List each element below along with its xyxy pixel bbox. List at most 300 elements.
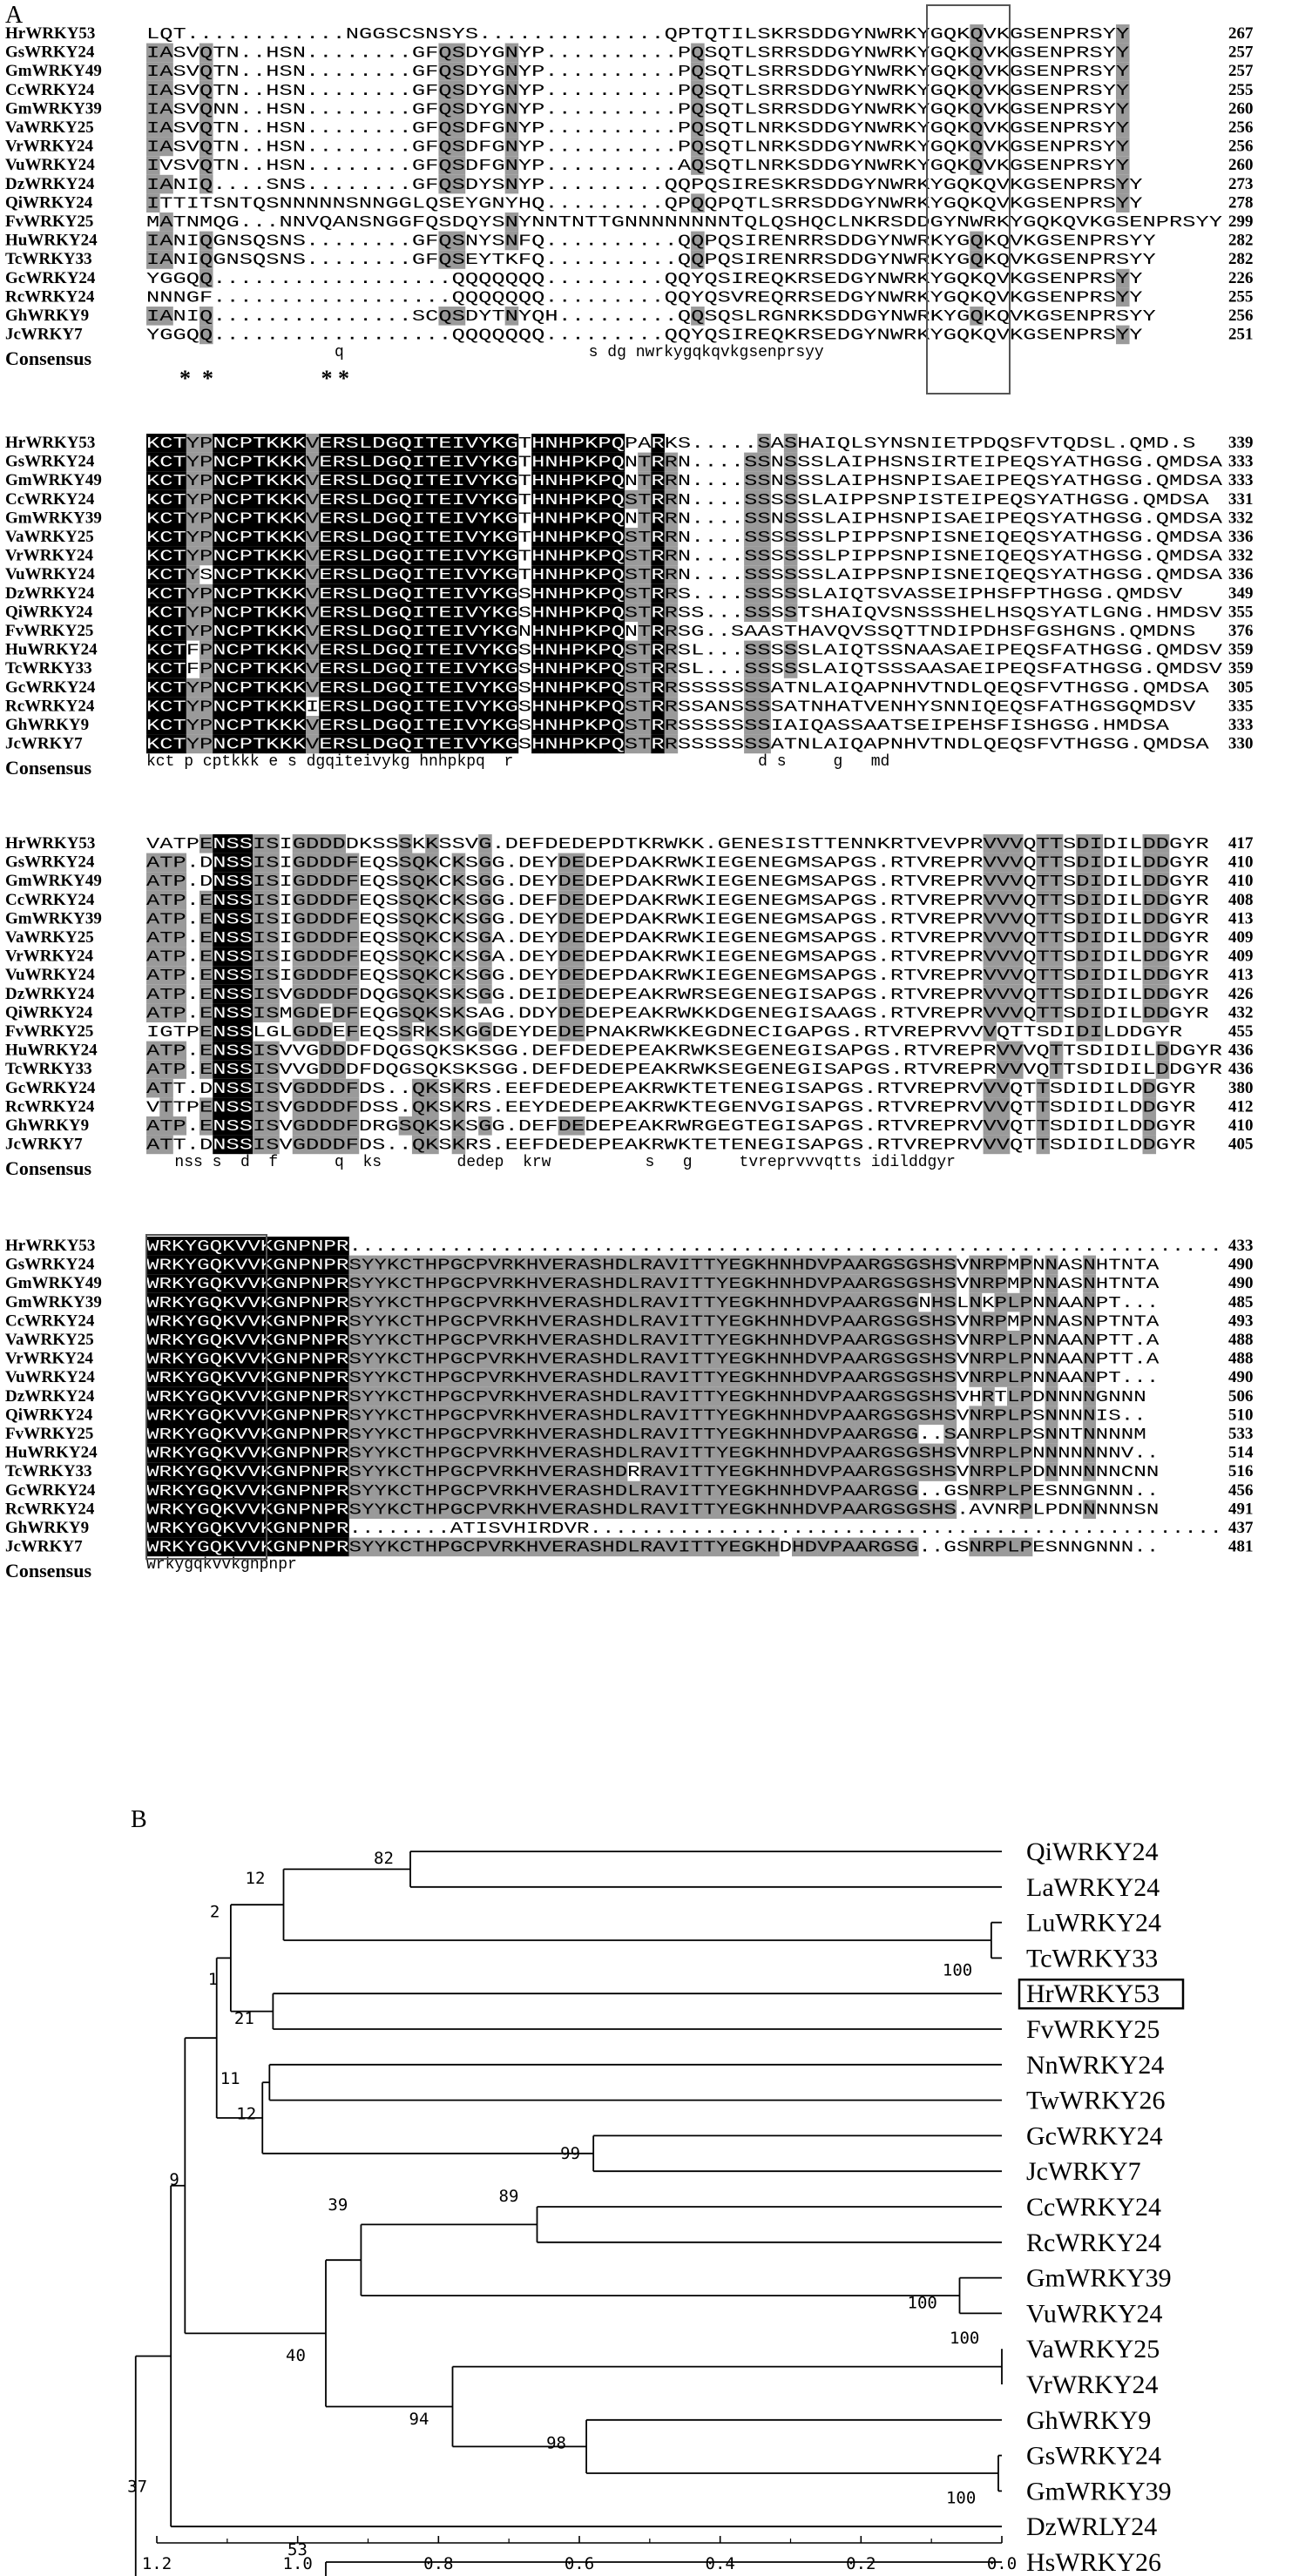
sequence-position: 436: [1228, 1060, 1254, 1079]
sequence-position: 455: [1228, 1022, 1254, 1041]
sequence-residues: K C T Y P N C P T K K K V E R S L D G Q I T E I V Y K G T H N H P K P Q S T R R N . . . . S S S S S S L P I P P S N P I S N E I Q E Q S Y A T H G S G . Q M D S A: [146, 529, 1219, 547]
sequence-alignment: [5, 2, 1254, 1581]
alignment-block: [5, 434, 1254, 779]
sequence-name: RcWRKY24: [5, 287, 95, 307]
sequence-name: GhWRKY9: [5, 307, 90, 325]
tree-leaf-label: QiWRKY24: [1026, 1838, 1159, 1866]
tree-leaf-label: LaWRKY24: [1026, 1872, 1160, 1902]
sequence-position: 409: [1228, 928, 1254, 947]
consensus-sequence: kct p cptkkk e s dgqiteivykg hnhpkpq r d s g md: [146, 753, 890, 772]
alignment-row: [5, 1079, 1254, 1098]
bootstrap-value: 37: [127, 2477, 148, 2497]
sequence-residues: K C T Y P N C P T K K K V E R S L D G Q I T E I V Y K G T H N H P K P Q S T R R N . . . . S S S S S L A I P P S N P I S T E I P E Q S Y A T H G S G . Q M D S A: [146, 491, 1206, 509]
phylogenetic-tree: [127, 1806, 1183, 2576]
sequence-residues: I A N I Q G N S Q S N S . . . . . . . . G F Q S E Y T K F Q . . . . . . . . . . Q Q P Q S I R E N R R S D D G Y N W R K Y G Q K Q V K G S E N P R S Y Y: [146, 252, 1153, 270]
sequence-residues: W R K Y G Q K V V K G N P N P R S Y Y K C T H P G C P V R K H V E R A S H D L R A V I T T Y E G K H N H D V P A A R G S G . . S A N R P L P S N N T N N N N M: [146, 1426, 1144, 1444]
sequence-name: GcWRKY24: [5, 678, 96, 697]
alignment-row: [5, 1274, 1254, 1293]
sequence-name: VuWRKY24: [5, 565, 95, 584]
sequence-name: FvWRKY25: [5, 1425, 94, 1443]
alignment-row: [5, 1237, 1254, 1256]
alignment-row: [5, 1350, 1254, 1369]
tree-leaf-label: JcWRKY7: [1026, 2157, 1141, 2187]
alignment-row: [5, 1042, 1254, 1061]
alignment-row: [5, 1519, 1254, 1538]
bootstrap-value: 100: [950, 2329, 980, 2349]
bootstrap-value: 9: [169, 2170, 179, 2190]
sequence-residues: I A S V Q T N . . H S N . . . . . . . . G F Q S D F G N Y P . . . . . . . . . . P Q S Q T L N R K S D D G Y N W R K Y G Q K Q V K G S E N P R S Y Y: [146, 138, 1126, 157]
alignment-row: [5, 453, 1254, 472]
sequence-position: 485: [1228, 1292, 1254, 1312]
sequence-position: 332: [1228, 509, 1254, 528]
sequence-residues: A T P . E N S S I S V V G D D D F D Q G S Q K S K S G G . D E F D E D E P E A K R W K S E G E N E G I S A P G S . R T V R E P R V V V Q T T S D I D I L D D G Y R: [146, 1042, 1219, 1061]
axis-tick-label: 1.0: [282, 2554, 313, 2573]
sequence-residues: I V S V Q T N . . H S N . . . . . . . . G F Q S D F G N Y P . . . . . . . . . . A Q S Q T L N R K S D D G Y N W R K Y G Q K Q V K G S E N P R S Y Y: [146, 158, 1126, 176]
sequence-name: GmWRKY39: [5, 909, 102, 928]
axis-tick-label: 0.2: [846, 2554, 876, 2573]
sequence-residues: A T P . E N S S I S V G D D D F D Q G S Q K S K S G G . D E I D E D E P E A K R W R S E G E N E G I S A P G S . R T V R E P R V V V Q T T S D I D I L D D G Y R: [146, 986, 1206, 1004]
sequence-position: 355: [1228, 603, 1254, 622]
sequence-residues: A T P . E N S S I S I G D D D F E Q S S Q K C K S G G . D E Y D E D E P D A K R W K I E G E N E G M S A P G S . R T V R E P R V V V Q T T S D I D I L D D G Y R: [146, 968, 1206, 986]
sequence-residues: W R K Y G Q K V V K G N P N P R S Y Y K C T H P G C P V R K H V E R A S H D L R A V I T T Y E G K H N H D V P A A R G S G . . G S N R P L P E S N N G N N N . .: [146, 1482, 1156, 1500]
sequence-position: 436: [1228, 1041, 1254, 1060]
sequence-residues: I A S V Q N N . . H S N . . . . . . . . G F Q S D Y G N Y P . . . . . . . . . . P Q S Q T L S R R S D D G Y N W R K Y G Q K Q V K G S E N P R S Y Y: [146, 101, 1126, 119]
sequence-position: 413: [1228, 966, 1254, 985]
sequence-position: 260: [1228, 156, 1254, 175]
consensus-sequence: q s dg nwrkygqkqvkgsenprsyy: [146, 344, 824, 362]
sequence-residues: W R K Y G Q K V V K G N P N P R S Y Y K C T H P G C P V R K H V E R A S H D L R A V I T T Y E G K H N H D V P A A R G S G N H S L N K P L P N N A A N P T . . .: [146, 1294, 1156, 1312]
tree-leaf-label: LuWRKY24: [1026, 1908, 1161, 1938]
sequence-position: 278: [1228, 193, 1254, 212]
sequence-position: 417: [1228, 834, 1254, 853]
sequence-residues: N N N G F . . . . . . . . . . . . . . . . . . Q Q Q Q Q Q Q . . . . . . . . . Q Q Y Q S V R E Q R R S E D G Y N W R K Y G Q K Q V K G S E N P R S Y Y: [146, 289, 1139, 307]
bootstrap-value: 100: [907, 2293, 937, 2313]
sequence-residues: K C T Y P N C P T K K K V E R S L D G Q I T E I V Y K G T H N H P K P Q P A R K S . . . . . S A S H A I Q L S Y N S N I E T P D Q S F V T Q D S L . Q M D . S: [146, 435, 1193, 453]
sequence-position: 255: [1228, 80, 1254, 99]
sequence-position: 335: [1228, 697, 1254, 716]
consensus-sequence: wrkygqkvvkgnpnpr: [146, 1556, 297, 1575]
sequence-position: 490: [1228, 1255, 1254, 1274]
sequence-name: FvWRKY25: [5, 622, 94, 640]
sequence-position: 333: [1228, 471, 1254, 490]
alignment-row: [5, 1116, 1254, 1136]
sequence-position: 481: [1228, 1537, 1254, 1556]
sequence-position: 488: [1228, 1331, 1254, 1349]
bootstrap-value: 1: [207, 1970, 219, 1990]
sequence-name: GsWRKY24: [5, 1255, 95, 1274]
tree-leaf-label: HsWRKY26: [1026, 2548, 1161, 2576]
sequence-name: FvWRKY25: [5, 212, 94, 231]
tree-leaf-label: TwWRKY26: [1026, 2086, 1166, 2115]
sequence-name: DzWRKY24: [5, 174, 95, 193]
alignment-row: [5, 1368, 1254, 1387]
alignment-row: [5, 966, 1254, 985]
panel-label-b: B: [131, 1806, 147, 1833]
alignment-row: [5, 1022, 1254, 1042]
sequence-residues: K C T F P N C P T K K K V E R S L D G Q I T E I V Y K G S H N H P K P Q S T R R S L . . . S S S S S L A I Q T S S S A A S A E I P E Q S F A T H G S G . Q M D S V: [146, 661, 1219, 679]
consensus-label: Consensus: [5, 1157, 92, 1180]
alignment-row: [5, 490, 1254, 509]
consensus-label: Consensus: [5, 347, 92, 370]
sequence-residues: A T P . D N S S I S I G D D D F E Q S S Q K C K S G G . D E Y D E D E P D A K R W K I E G E N E G M S A P G S . R T V R E P R V V V Q T T S D I D I L D D G Y R: [146, 873, 1206, 892]
alignment-row: [5, 678, 1254, 698]
sequence-residues: K C T Y P N C P T K K K V E R S L D G Q I T E I V Y K G T H N H P K P Q N T R R N . . . . S S N S S S L A I P H S N S I R T E I P E Q S Y A T H G S G . Q M D S A: [146, 454, 1219, 472]
sequence-position: 533: [1228, 1425, 1254, 1443]
alignment-row: [5, 1444, 1254, 1463]
alignment-row: [5, 659, 1254, 678]
sequence-residues: A T P . E N S S I S I G D D D F E Q S S Q K C K S G A . D E Y D E D E P D A K R W K I E G E N E G M S A P G S . R T V R E P R V V V Q T T S D I D I L D D G Y R: [146, 930, 1206, 947]
alignment-row: [5, 697, 1254, 716]
sequence-residues: W R K Y G Q K V V K G N P N P R S Y Y K C T H P G C P V R K H V E R A S H D L R A V I T T Y E G K H N H D V P A A R G S G S H S V N R P L P S N N N N I S . .: [146, 1407, 1144, 1426]
sequence-position: 490: [1228, 1368, 1254, 1387]
sequence-position: 410: [1228, 853, 1254, 872]
sequence-name: GsWRKY24: [5, 452, 95, 471]
sequence-residues: W R K Y G Q K V V K G N P N P R S Y Y K C T H P G C P V R K H V E R A S H D L R A V I T T Y E G K H N H D V P A A R G S G S H S V N R P L P N N N N N N N V . .: [146, 1445, 1156, 1463]
sequence-name: VuWRKY24: [5, 1368, 95, 1387]
sequence-name: QiWRKY24: [5, 603, 93, 622]
sequence-position: 251: [1228, 325, 1254, 344]
axis-tick-label: 0.8: [423, 2554, 454, 2573]
sequence-position: 282: [1228, 250, 1254, 269]
alignment-row: [5, 509, 1254, 528]
alignment-row: [5, 909, 1254, 928]
sequence-name: QiWRKY24: [5, 1003, 93, 1022]
bootstrap-value: 39: [328, 2195, 348, 2215]
sequence-name: HuWRKY24: [5, 640, 98, 659]
alignment-row: [5, 735, 1254, 754]
alignment-row: [5, 250, 1254, 269]
tree-leaf-label: NnWRKY24: [1026, 2050, 1165, 2080]
alignment-row: [5, 1481, 1254, 1500]
bootstrap-value: 94: [409, 2410, 429, 2429]
sequence-name: HuWRKY24: [5, 231, 98, 250]
alignment-row: [5, 985, 1254, 1004]
sequence-residues: W R K Y G Q K V V K G N P N P R S Y Y K C T H P G C P V R K H V E R A S H D L R A V I T T Y E G K H N H D V P A A R G S G S H S V N R P L P N N A A N P T T . A: [146, 1351, 1156, 1369]
alignment-row: [5, 269, 1254, 288]
sequence-name: DzWRKY24: [5, 583, 95, 603]
sequence-residues: W R K Y G Q K V V K G N P N P R S Y Y K C T H P G C P V R K H V E R A S H D L R A V I T T Y E G K H N H D V P A A R G S G S H S V N R P M P N N A S N H T N T A: [146, 1276, 1156, 1294]
alignment-row: [5, 326, 1254, 345]
sequence-name: VaWRKY25: [5, 528, 94, 546]
sequence-position: 409: [1228, 947, 1254, 966]
sequence-name: JcWRKY7: [5, 734, 83, 753]
sequence-residues: K C T Y P N C P T K K K V E R S L D G Q I T E I V Y K G T H N H P K P Q N T R R N . . . . S S N S S S L A I P H S N P I S A E I P E Q S Y A T H G S G . Q M D S A: [146, 473, 1219, 491]
alignment-row: [5, 1003, 1254, 1022]
sequence-position: 333: [1228, 452, 1254, 471]
alignment-row: [5, 434, 1254, 453]
tree-leaf-label: GmWRKY39: [1026, 2263, 1172, 2293]
consensus-sequence: nss s d f q ks dedep krw s g tvreprvvvqtts idilddgyr: [146, 1154, 956, 1172]
sequence-residues: K C T Y S N C P T K K K V E R S L D G Q I T E I V Y K G T H N H P K P Q S T R R N . . . . S S S S S S L A I P P S N P I S N E I Q E Q S Y A T H G S G . Q M D S A: [146, 567, 1219, 585]
sequence-name: RcWRKY24: [5, 1097, 95, 1116]
alignment-row: [5, 528, 1254, 547]
sequence-position: 336: [1228, 528, 1254, 546]
sequence-name: RcWRKY24: [5, 1500, 95, 1519]
sequence-position: 410: [1228, 872, 1254, 891]
sequence-residues: W R K Y G Q K V V K G N P N P R . . . . . . . . A T I S V H I R D V R . . . . . . . . . . . . . . . . . . . . . . . . . . . . . . . . . . . . . . . . . . . . . . . . . .: [146, 1521, 1220, 1538]
sequence-position: 349: [1228, 583, 1254, 603]
sequence-position: 331: [1228, 489, 1254, 509]
sequence-residues: W R K Y G Q K V V K G N P N P R S Y Y K C T H P G C P V R K H V E R A S H D L R A V I T T Y E G K H N H D V P A A R G S G S H S V N R P L P N N A A N P T . . .: [146, 1370, 1156, 1388]
sequence-name: VrWRKY24: [5, 947, 93, 966]
alignment-row: [5, 1256, 1254, 1275]
panel-label-a: A: [5, 2, 24, 29]
bootstrap-value: 100: [945, 2488, 977, 2508]
alignment-block: [5, 1237, 1254, 1581]
bootstrap-value: 12: [236, 2104, 257, 2124]
bootstrap-value: 21: [233, 2009, 254, 2028]
alignment-row: [5, 547, 1254, 566]
alignment-row: [5, 622, 1254, 641]
sequence-position: 412: [1228, 1097, 1254, 1116]
sequence-name: GmWRKY39: [5, 99, 102, 118]
sequence-position: 257: [1228, 62, 1254, 81]
alignment-row: [5, 307, 1254, 326]
sequence-name: FvWRKY25: [5, 1022, 94, 1041]
sequence-position: 256: [1228, 137, 1254, 156]
sequence-residues: W R K Y G Q K V V K G N P N P R S Y Y K C T H P G C P V R K H V E R A S H D L R A V I T T Y E G K H N H D V P A A R G S G S H S V N R P M P N N A S N H T N T A: [146, 1257, 1156, 1275]
alignment-row: [5, 471, 1254, 490]
alignment-row: [5, 24, 1254, 44]
alignment-row: [5, 1500, 1254, 1519]
tree-leaf-label: FvWRKY25: [1026, 2015, 1160, 2044]
sequence-residues: M A T N M Q G . . . N N V Q A N S N G G F Q S D Q Y S N Y N N T N T T G N N N N N N N N T Q L Q S H Q C L N K R S D D G Y N W R K Y G Q K Q V K G S E N P R S Y Y: [146, 214, 1219, 232]
sequence-residues: Y G G Q Q . . . . . . . . . . . . . . . . . . Q Q Q Q Q Q Q . . . . . . . . . Q Q Y Q S I R E Q K R S E D G Y N W R K Y G Q K Q V K G S E N P R S Y Y: [146, 270, 1139, 288]
sequence-residues: K C T Y P N C P T K K K V E R S L D G Q I T E I V Y K G T H N H P K P Q S T R R N . . . . S S S S S S L P I P P S N P I S N E I Q E Q S Y A T H G S G . Q M D S A: [146, 548, 1219, 566]
sequence-residues: I A N I Q . . . . . . . . . . . . . . . S C Q S D Y T N Y Q H . . . . . . . . . Q Q S Q S L R G N R K S D D G Y N W R K Y G Q K Q V K G S E N P R S Y Y: [146, 308, 1153, 326]
sequence-name: QiWRKY24: [5, 193, 93, 212]
sequence-name: GhWRKY9: [5, 1116, 90, 1135]
sequence-residues: W R K Y G Q K V V K G N P N P R S Y Y K C T H P G C P V R K H V E R A S H D R R A V I T T Y E G K H N H D V P A A R G S G S H S V N R P L P D N N N N N N C N N: [146, 1464, 1156, 1482]
sequence-position: 413: [1228, 909, 1254, 928]
alignment-row: [5, 118, 1254, 138]
sequence-position: 330: [1228, 734, 1254, 753]
alignment-row: [5, 138, 1254, 157]
tree-leaf-label: DzWRLY24: [1026, 2512, 1158, 2542]
sequence-name: HrWRKY53: [5, 24, 96, 43]
sequence-residues: W R K Y G Q K V V K G N P N P R S Y Y K C T H P G C P V R K H V E R A S H D L R A V I T T Y E G K H N H D V P A A R G S G S H S V N R P L P N N A A N P T T . A: [146, 1332, 1156, 1350]
sequence-residues: V A T P E N S S I S I G D D D D K S S S K K S S V G . D E F D E D E P D T K R W K K . G E N E S I S T T E N N K R T V E V P R V V V Q T T S D I D I L D D G Y R: [146, 836, 1206, 853]
alignment-row: [5, 1462, 1254, 1481]
sequence-name: TcWRKY33: [5, 1462, 92, 1481]
alignment-block: [5, 834, 1254, 1179]
conserved-markers: * * * *: [179, 366, 349, 392]
bootstrap-value: 82: [374, 1849, 394, 1868]
alignment-row: [5, 156, 1254, 175]
sequence-position: 332: [1228, 546, 1254, 565]
alignment-row: [5, 175, 1254, 194]
axis-tick-label: 0.4: [705, 2554, 735, 2573]
bootstrap-value: 53: [287, 2540, 308, 2559]
tree-leaf-label: HrWRKY53: [1026, 1979, 1160, 2009]
sequence-position: 514: [1228, 1443, 1254, 1462]
sequence-name: VaWRKY25: [5, 928, 94, 947]
sequence-name: GcWRKY24: [5, 1078, 96, 1097]
sequence-residues: K C T Y P N C P T K K K V E R S L D G Q I T E I V Y K G N H N H P K P Q N T R R S G . . S A A S T H A V Q V S S Q T T N D I P D H S F G S H G N S . Q M D N S: [146, 624, 1193, 641]
sequence-position: 299: [1228, 212, 1254, 231]
sequence-name: TcWRKY33: [5, 659, 92, 678]
sequence-position: 260: [1228, 99, 1254, 118]
sequence-residues: A T P . E N S S I S V G D D D F D R G S Q K S K S G G . D E F D E D E P E A K R W R G E G T E G I S A P G S . R T V R E P R V V V Q T T S D I D I L D D G Y R: [146, 1118, 1193, 1136]
alignment-row: [5, 947, 1254, 967]
sequence-position: 410: [1228, 1116, 1254, 1135]
alignment-row: [5, 853, 1254, 873]
alignment-row: [5, 212, 1254, 232]
sequence-residues: A T P . E N S S I S I G D D D F E Q S S Q K C K S G A . D E Y D E D E P D A K R W K I E G E N E G M S A P G S . R T V R E P R V V V Q T T S D I D I L D D G Y R: [146, 948, 1206, 967]
alignment-row: [5, 1293, 1254, 1312]
sequence-name: CcWRKY24: [5, 890, 95, 909]
sequence-position: 256: [1228, 307, 1254, 325]
sequence-name: JcWRKY7: [5, 1537, 83, 1556]
sequence-position: 491: [1228, 1500, 1254, 1519]
sequence-position: 255: [1228, 287, 1254, 307]
alignment-row: [5, 1387, 1254, 1406]
bootstrap-value: 40: [286, 2346, 306, 2366]
sequence-position: 456: [1228, 1480, 1254, 1500]
sequence-name: VrWRKY24: [5, 546, 93, 565]
sequence-residues: A T P . E N S S I S I G D D D F E Q S S Q K C K S G G . D E F D E D E P D A K R W K I E G E N E G M S A P G S . R T V R E P R V V V Q T T S D I D I L D D G Y R: [146, 892, 1206, 910]
sequence-position: 408: [1228, 890, 1254, 909]
sequence-residues: W R K Y G Q K V V K G N P N P R S Y Y K C T H P G C P V R K H V E R A S H D L R A V I T T Y E G K H N H D V P A A R G S G S H S . A V N R P L P D N N N N N S N: [146, 1501, 1156, 1520]
bootstrap-value: 2: [209, 1902, 220, 1922]
tree-leaf-label: VrWRKY24: [1026, 2370, 1159, 2399]
axis-tick-label: 0.6: [564, 2554, 595, 2573]
axis-tick-label: 0.0: [986, 2554, 1018, 2573]
alignment-row: [5, 1406, 1254, 1425]
sequence-position: 426: [1228, 984, 1254, 1003]
sequence-residues: A T T . D N S S I S V G D D D F D S . . Q K S K R S . E E F D E D E P E A K R W K T E T E N E G I S A P G S . R T V R E P R V V V Q T T S D I D I L D D G Y R: [146, 1080, 1193, 1098]
sequence-residues: A T P . E N S S I S M G D E D F E Q G S Q K S K S A G . D D Y D E D E P E A K R W K K D G E N E G I S A A G S . R T V R E P R V V V Q T T S D I D I L D D G Y R: [146, 1005, 1206, 1023]
alignment-row: [5, 872, 1254, 891]
sequence-residues: V T T P E N S S I S V G D D D F D S S . Q K S K R S . E E Y D E D E P E A K R W K T E G E N V G I S A P G S . R T V R E P R V V V Q T T S D I D I L D D G Y R: [146, 1099, 1193, 1117]
sequence-position: 490: [1228, 1274, 1254, 1293]
sequence-name: VrWRKY24: [5, 1349, 93, 1368]
sequence-name: RcWRKY24: [5, 697, 95, 716]
sequence-position: 336: [1228, 565, 1254, 584]
alignment-row: [5, 565, 1254, 584]
tree-leaf-label: RcWRKY24: [1026, 2228, 1161, 2257]
sequence-name: GmWRKY49: [5, 872, 102, 891]
sequence-residues: K C T Y P N C P T K K K I E R S L D G Q I T E I V Y K G S H N H P K P Q S T R R S S A N S S S S A T N H A T V E N H Y S N N I Q E Q S F A T H G S G Q M D S V: [146, 698, 1193, 717]
sequence-name: VaWRKY25: [5, 118, 94, 137]
sequence-residues: I A S V Q T N . . H S N . . . . . . . . G F Q S D F G N Y P . . . . . . . . . . P Q S Q T L N R K S D D G Y N W R K Y G Q K Q V K G S E N P R S Y Y: [146, 120, 1126, 138]
sequence-name: VuWRKY24: [5, 156, 95, 175]
bootstrap-value: 100: [942, 1960, 973, 1980]
alignment-row: [5, 603, 1254, 622]
sequence-name: GhWRKY9: [5, 716, 90, 734]
sequence-position: 333: [1228, 716, 1254, 734]
sequence-position: 282: [1228, 231, 1254, 250]
bootstrap-value: 98: [546, 2433, 566, 2453]
sequence-position: 257: [1228, 43, 1254, 62]
sequence-name: DzWRKY24: [5, 1386, 95, 1406]
sequence-residues: K C T Y P N C P T K K K V E R S L D G Q I T E I V Y K G T H N H P K P Q N T R R N . . . . S S N S S S L A I P H S N P I S A E I P E Q S Y A T H G S G . Q M D S A: [146, 510, 1219, 529]
sequence-name: VrWRKY24: [5, 137, 93, 156]
tree-leaf-label: VaWRKY25: [1026, 2335, 1160, 2364]
sequence-name: CcWRKY24: [5, 1312, 95, 1331]
bootstrap-value: 12: [245, 1868, 266, 1888]
sequence-residues: A T P . E N S S I S V V G D D D F D Q G S Q K S K S G G . D E F D E D E P E A K R W K S E G E N E G I S A P G S . R T V R E P R V V V Q T T S D I D I L D D G Y R: [146, 1062, 1219, 1080]
tree-leaf-label: GcWRKY24: [1026, 2121, 1163, 2151]
alignment-row: [5, 99, 1254, 118]
sequence-position: 380: [1228, 1078, 1254, 1097]
sequence-residues: I A N I Q . . . . S N S . . . . . . . . G F Q S D Y S N Y P . . . . . . . . . Q Q P Q S I R E S K R S D D G Y N W R K Y G Q K Q V K G S E N P R S Y Y: [146, 176, 1139, 194]
alignment-row: [5, 287, 1254, 307]
sequence-position: 273: [1228, 174, 1254, 193]
tree-leaf-label: CcWRKY24: [1026, 2193, 1161, 2222]
sequence-residues: K C T Y P N C P T K K K V E R S L D G Q I T E I V Y K G S H N H P K P Q S T R R S S S S S S S A T N L A I Q A P N H V T N D L Q E Q S F V T H G S G . Q M D S A: [146, 736, 1206, 754]
sequence-name: VuWRKY24: [5, 966, 95, 985]
alignment-row: [5, 1331, 1254, 1350]
sequence-residues: I A N I Q G N S Q S N S . . . . . . . . G F Q S N Y S N F Q . . . . . . . . . . Q Q P Q S I R E N R R S D D G Y N W R K Y G Q K Q V K G S E N P R S Y Y: [146, 233, 1153, 251]
bootstrap-value: 11: [220, 2068, 240, 2088]
sequence-residues: A T T . D N S S I S V G D D D F D S . . Q K S K R S . E E F D E D E P E A K R W K T E T E N E G I S A P G S . R T V R E P R V V V Q T T S D I D I L D D G Y R: [146, 1136, 1193, 1155]
sequence-residues: I A S V Q T N . . H S N . . . . . . . . G F Q S D Y G N Y P . . . . . . . . . . P Q S Q T L S R R S D D G Y N W R K Y G Q K Q V K G S E N P R S Y Y: [146, 44, 1126, 63]
sequence-name: DzWRKY24: [5, 984, 95, 1003]
alignment-row: [5, 584, 1254, 604]
sequence-residues: A T P . E N S S I S I G D D D F E Q S S Q K C K S G G . D E Y D E D E P D A K R W K I E G E N E G M S A P G S . R T V R E P R V V V Q T T S D I D I L D D G Y R: [146, 911, 1206, 929]
sequence-residues: W R K Y G Q K V V K G N P N P R S Y Y K C T H P G C P V R K H V E R A S H D L R A V I T T Y E G K H N H D V P A A R G S G S H S V N R P M P N N A S N P T N T A: [146, 1313, 1156, 1332]
bootstrap-value: 99: [560, 2144, 581, 2164]
alignment-row: [5, 193, 1254, 212]
sequence-name: GmWRKY49: [5, 1274, 102, 1293]
sequence-name: TcWRKY33: [5, 1060, 92, 1079]
sequence-residues: I A S V Q T N . . H S N . . . . . . . . G F Q S D Y G N Y P . . . . . . . . . . P Q S Q T L S R R S D D G Y N W R K Y G Q K Q V K G S E N P R S Y Y: [146, 82, 1126, 100]
alignment-row: [5, 1060, 1254, 1079]
sequence-residues: K C T Y P N C P T K K K V E R S L D G Q I T E I V Y K G S H N H P K P Q S T R R S S S S S S S A T N L A I Q A P N H V T N D L Q E Q S F V T H G S G . Q M D S A: [146, 679, 1206, 698]
alignment-row: [5, 1136, 1254, 1155]
sequence-name: GsWRKY24: [5, 43, 95, 62]
sequence-position: 506: [1228, 1386, 1254, 1406]
alignment-row: [5, 1425, 1254, 1444]
alignment-row: [5, 928, 1254, 947]
sequence-position: 437: [1228, 1519, 1254, 1537]
sequence-position: 493: [1228, 1312, 1254, 1331]
tree-leaf-label: GmWRKY39: [1026, 2477, 1172, 2506]
sequence-name: GsWRKY24: [5, 853, 95, 872]
sequence-name: QiWRKY24: [5, 1406, 93, 1425]
sequence-position: 510: [1228, 1406, 1254, 1425]
sequence-residues: A T P . D N S S I S I G D D D F E Q S S Q K C K S G G . D E Y D E D E P D A K R W K I E G E N E G M S A P G S . R T V R E P R V V V Q T T S D I D I L D D G Y R: [146, 854, 1206, 873]
sequence-residues: K C T Y P N C P T K K K V E R S L D G Q I T E I V Y K G S H N H P K P Q S T R R S S S S S S S I A I Q A S S A A T S E I P E H S F I S H G S G . H M D S A: [146, 718, 1166, 735]
alignment-row: [5, 834, 1254, 853]
sequence-residues: W R K Y G Q K V V K G N P N P R S Y Y K C T H P G C P V R K H V E R A S H D L R A V I T T Y E G K H N H D V P A A R G S G S H S V H R T L P D N N N N G N N N: [146, 1388, 1144, 1406]
sequence-residues: W R K Y G Q K V V K G N P N P R . . . . . . . . . . . . . . . . . . . . . . . . . . . . . . . . . . . . . . . . . . . . . . . . . . . . . . . . . . . . . . . . . . . . .: [146, 1238, 1220, 1256]
sequence-name: GhWRKY9: [5, 1519, 90, 1537]
tree-leaf-label: VuWRKY24: [1026, 2299, 1163, 2329]
alignment-row: [5, 232, 1254, 251]
sequence-position: 226: [1228, 268, 1254, 287]
sequence-name: TcWRKY33: [5, 250, 92, 269]
sequence-name: CcWRKY24: [5, 489, 95, 509]
alignment-row: [5, 1312, 1254, 1331]
sequence-name: HrWRKY53: [5, 834, 96, 853]
sequence-name: GcWRKY24: [5, 1480, 96, 1500]
sequence-name: JcWRKY7: [5, 1135, 83, 1154]
sequence-name: HrWRKY53: [5, 1237, 96, 1255]
sequence-name: CcWRKY24: [5, 80, 95, 99]
sequence-residues: K C T F P N C P T K K K V E R S L D G Q I T E I V Y K G S H N H P K P Q S T R R S L . . . S S S S S L A I Q T S S N A A S A E I P E Q S F A T H G S G . Q M D S V: [146, 642, 1219, 660]
sequence-position: 256: [1228, 118, 1254, 137]
alignment-row: [5, 891, 1254, 910]
alignment-row: [5, 1097, 1254, 1116]
alignment-row: [5, 81, 1254, 100]
sequence-name: GmWRKY39: [5, 1292, 102, 1312]
sequence-residues: I T T I T S N T Q S N N N N N S N N G G L Q S E Y G N Y H Q . . . . . . . . . Q P Q Q P Q T L S R R S D D G Y N W R K Y G Q K Q V K G S E N P R S Y Y: [146, 195, 1139, 213]
sequence-residues: I A S V Q T N . . H S N . . . . . . . . G F Q S D Y G N Y P . . . . . . . . . . P Q S Q T L S R R S D D G Y N W R K Y G Q K Q V K G S E N P R S Y Y: [146, 64, 1126, 82]
sequence-position: 267: [1228, 24, 1254, 43]
sequence-name: HuWRKY24: [5, 1041, 98, 1060]
